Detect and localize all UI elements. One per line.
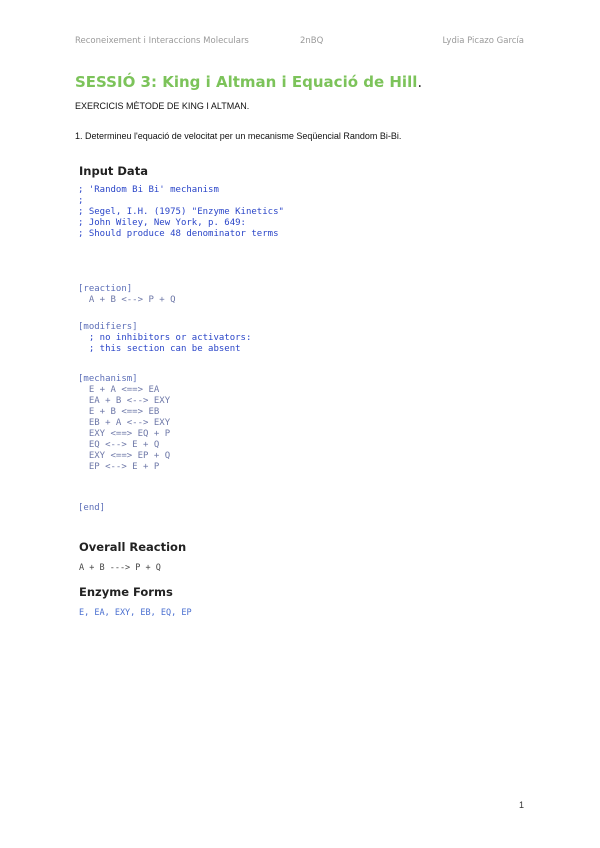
- comment-line: ; John Wiley, New York, p. 649:: [78, 218, 246, 228]
- enzyme-forms-heading: Enzyme Forms: [79, 585, 173, 599]
- comment-line: ; Should produce 48 denominator terms: [78, 229, 279, 239]
- enzyme-forms-text: E, EA, EXY, EB, EQ, EP: [79, 608, 192, 618]
- page-title: [75, 73, 422, 91]
- header-group: 2nBQ: [300, 36, 324, 46]
- mechanism-step: EQ <--> E + Q: [78, 440, 160, 450]
- modifiers-header: [modifiers]: [78, 322, 138, 332]
- header-course: Reconeixement i Interaccions Moleculars: [75, 36, 249, 46]
- modifiers-comment: ; no inhibitors or activators:: [78, 333, 252, 343]
- reaction-block: [78, 284, 176, 306]
- mechanism-step: EXY <==> EQ + P: [78, 429, 171, 439]
- page-number: 1: [518, 800, 524, 810]
- mechanism-block: [78, 374, 170, 473]
- input-comments: [78, 185, 284, 240]
- end-marker: [end]: [78, 503, 106, 513]
- exercise-subtitle: EXERCICIS MÈTODE DE KING I ALTMAN.: [75, 101, 250, 111]
- overall-reaction-text: A + B ---> P + Q: [79, 563, 161, 573]
- comment-line: ;: [78, 196, 84, 206]
- modifiers-block: [78, 322, 251, 355]
- header-author: Lydia Picazo García: [442, 36, 524, 46]
- reaction-line: A + B <--> P + Q: [78, 295, 176, 305]
- mechanism-step: EP <--> E + P: [78, 462, 160, 472]
- mechanism-step: EXY <==> EP + Q: [78, 451, 171, 461]
- exercise-question: 1. Determineu l'equació de velocitat per un mecanisme Seqüencial Random Bi-Bi.: [75, 131, 402, 141]
- title-text: SESSIÓ 3: King i Altman i Equació de Hill: [75, 73, 418, 91]
- page-header: [0, 36, 600, 48]
- input-data-heading: Input Data: [79, 164, 148, 178]
- modifiers-comment: ; this section can be absent: [78, 344, 241, 354]
- comment-line: ; Segel, I.H. (1975) "Enzyme Kinetics": [78, 207, 284, 217]
- mechanism-step: EA + B <--> EXY: [78, 396, 171, 406]
- reaction-header: [reaction]: [78, 284, 133, 294]
- mechanism-step: E + B <==> EB: [78, 407, 160, 417]
- comment-line: ; 'Random Bi Bi' mechanism: [78, 185, 219, 195]
- title-dot: .: [417, 73, 423, 91]
- mechanism-step: E + A <==> EA: [78, 385, 160, 395]
- overall-reaction-heading: Overall Reaction: [79, 540, 187, 554]
- mechanism-step: EB + A <--> EXY: [78, 418, 171, 428]
- mechanism-header: [mechanism]: [78, 374, 138, 384]
